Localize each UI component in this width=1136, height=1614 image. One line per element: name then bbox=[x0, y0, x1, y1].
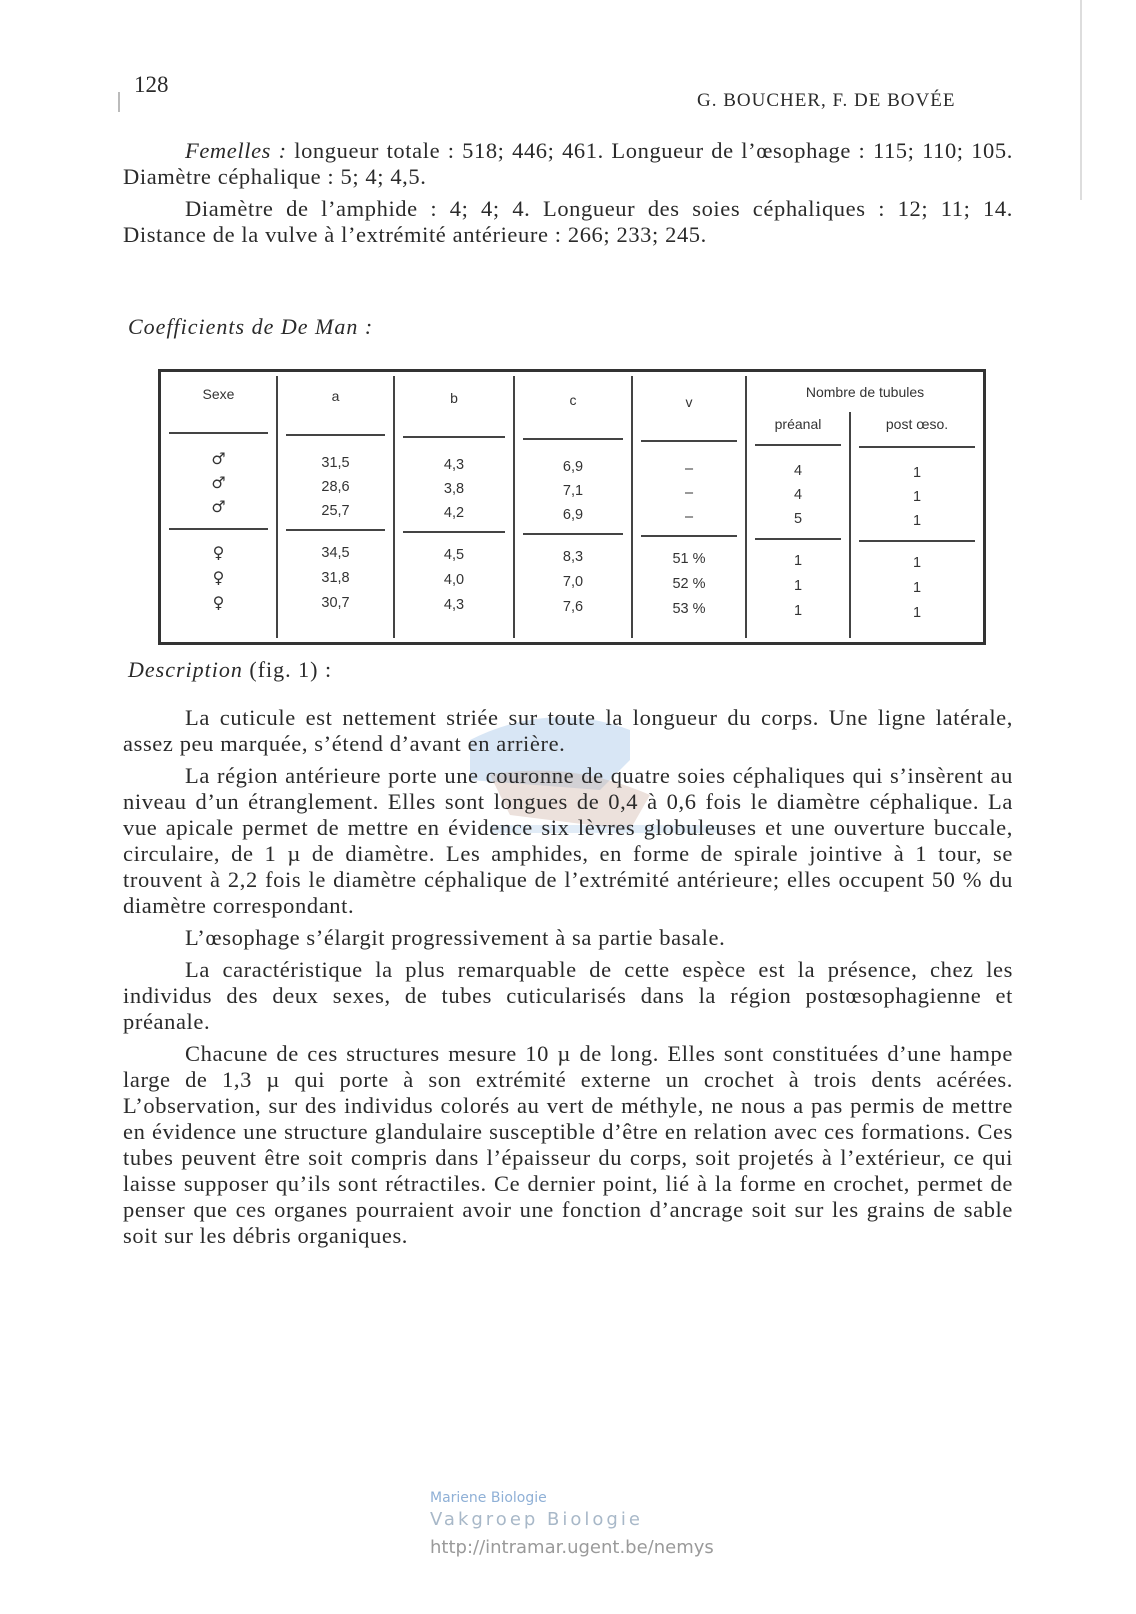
paragraph: Chacune de ces structures mesure 10 µ de long. Elles sont constituées d’une hampe large de 1,3 µ qui porte à son extrémité externe un crochet à trois dents acérées. L’observation, sur des individus colorés au vert de méthyle, ne nous a pas permis de mettre en évidence une structure glandulaire susceptible d’être en relation avec ces formations. Ces tubes peuvent être soit compris dans l’épaisseur du corps, soit projetés à l’extérieur, ce qui laisse supposer qu’ils sont rétractiles. Ce dernier point, lié à la forme en crochet, permet de penser que ces organes pourraient avoir une fonction d’ancrage soit sur les grains de sable soit sur les débris organiques. bbox=[123, 1041, 1013, 1248]
group-rule bbox=[286, 529, 385, 531]
females-label: Femelles : bbox=[185, 138, 287, 163]
cell-v: – bbox=[684, 509, 694, 525]
paragraph: La caractéristique la plus remarquable de cette espèce est la présence, chez les individus des deux sexes, de tubes cuticularisés dans la région postœsophagienne et préanale. bbox=[123, 957, 1013, 1034]
col-b bbox=[395, 372, 513, 642]
cell-postoeso: 1 bbox=[912, 465, 922, 481]
cell-preanal: 1 bbox=[793, 603, 803, 619]
cell-sexe: ♂ bbox=[211, 497, 226, 516]
group-rule bbox=[523, 533, 623, 535]
header-rule bbox=[523, 438, 623, 440]
page-number: 128 bbox=[134, 72, 169, 97]
header-rule bbox=[403, 436, 505, 438]
col-v bbox=[633, 372, 745, 642]
group-rule bbox=[641, 535, 737, 537]
females-block bbox=[123, 138, 1013, 248]
description-label: Description bbox=[128, 657, 243, 682]
cell-v: – bbox=[684, 485, 694, 501]
col-c bbox=[515, 372, 631, 642]
cell-c: 7,0 bbox=[562, 574, 584, 590]
cell-preanal: 1 bbox=[793, 578, 803, 594]
header-v: v bbox=[685, 394, 693, 410]
group-rule bbox=[859, 540, 975, 542]
description-suffix: (fig. 1) : bbox=[242, 657, 333, 682]
cell-preanal: 4 bbox=[793, 487, 803, 503]
cell-b: 4,5 bbox=[443, 547, 465, 563]
header-rule bbox=[859, 446, 975, 448]
group-rule bbox=[169, 528, 268, 530]
paragraph: La cuticule est nettement striée sur toute la longueur du corps. Une ligne latérale, assez peu marquée, s’étend d’avant en arrière. bbox=[123, 705, 1013, 756]
cell-sexe: ♀ bbox=[212, 593, 225, 612]
header-postoeso: post œso. bbox=[885, 416, 949, 432]
description-body bbox=[123, 705, 1013, 1249]
cell-preanal: 1 bbox=[793, 553, 803, 569]
cell-preanal: 4 bbox=[793, 463, 803, 479]
cell-v: – bbox=[684, 461, 694, 477]
cell-postoeso: 1 bbox=[912, 580, 922, 596]
cell-postoeso: 1 bbox=[912, 489, 922, 505]
cell-preanal: 5 bbox=[793, 511, 803, 527]
cell-v: 52 % bbox=[672, 576, 706, 592]
group-rule bbox=[403, 531, 505, 533]
header-rule bbox=[169, 432, 268, 434]
amphide-paragraph: Diamètre de l’amphide : 4; 4; 4. Longueur des soies céphaliques : 12; 11; 14. Distance de la vulve à l’extrémité antérieure : 266; 233; 245. bbox=[123, 196, 1013, 247]
cell-b: 4,2 bbox=[443, 505, 465, 521]
scan-edge-left bbox=[118, 92, 120, 112]
watermark-line3: http://intramar.ugent.be/nemys bbox=[430, 1537, 714, 1558]
header-rule bbox=[286, 434, 385, 436]
cell-a: 31,8 bbox=[321, 570, 350, 586]
cell-c: 7,6 bbox=[562, 599, 584, 615]
description-heading bbox=[128, 657, 332, 683]
header-rule bbox=[755, 444, 841, 446]
cell-sexe: ♂ bbox=[211, 473, 226, 492]
cell-a: 25,7 bbox=[321, 503, 350, 519]
cell-v: 51 % bbox=[672, 551, 706, 567]
females-text: longueur totale : 518; 446; 461. Longueur de l’œsophage : 115; 110; 105. Diamètre céphalique : 5; 4; 4,5. bbox=[123, 138, 1013, 189]
cell-postoeso: 1 bbox=[912, 555, 922, 571]
col-preanal bbox=[747, 372, 849, 642]
cell-a: 31,5 bbox=[321, 455, 350, 471]
cell-sexe: ♀ bbox=[212, 543, 225, 562]
cell-a: 30,7 bbox=[321, 595, 350, 611]
coefficients-table bbox=[158, 369, 986, 645]
cell-b: 4,3 bbox=[443, 597, 465, 613]
col-sexe bbox=[161, 372, 276, 642]
header-a: a bbox=[331, 388, 340, 404]
cell-sexe: ♀ bbox=[212, 568, 225, 587]
header-preanal: préanal bbox=[774, 416, 822, 432]
cell-c: 6,9 bbox=[562, 459, 584, 475]
cell-b: 4,3 bbox=[443, 457, 465, 473]
paragraph: La région antérieure porte une couronne de quatre soies céphaliques qui s’insèrent au niveau d’un étranglement. Elles sont longues de 0,4 à 0,6 fois le diamètre céphalique. La vue apicale permet de mettre en évidence six lèvres globuleuses et une ouverture buccale, circulaire, de 1 µ de diamètre. Les amphides, en forme de spirale jointive à 1 tour, se trouvent à 2,2 fois le diamètre céphalique de l’extrémité antérieure; elles occupent 50 % du diamètre correspondant. bbox=[123, 763, 1013, 918]
header-b: b bbox=[450, 390, 458, 406]
paragraph: L’œsophage s’élargit progressivement à sa partie basale. bbox=[185, 925, 726, 950]
header-sexe: Sexe bbox=[202, 386, 235, 402]
cell-b: 4,0 bbox=[443, 572, 465, 588]
females-paragraph bbox=[123, 138, 1013, 190]
col-postoeso bbox=[851, 372, 983, 642]
cell-b: 3,8 bbox=[443, 481, 465, 497]
cell-a: 28,6 bbox=[321, 479, 350, 495]
scan-edge-right bbox=[1080, 0, 1082, 200]
watermark-line2: Vakgroep Biologie bbox=[430, 1509, 643, 1530]
cell-c: 8,3 bbox=[562, 549, 584, 565]
cell-c: 7,1 bbox=[562, 483, 584, 499]
cell-c: 6,9 bbox=[562, 507, 584, 523]
cell-postoeso: 1 bbox=[912, 605, 922, 621]
header-c: c bbox=[569, 392, 577, 408]
coefficients-heading: Coefficients de De Man : bbox=[128, 314, 374, 339]
cell-sexe: ♂ bbox=[211, 449, 226, 468]
watermark-line1: Mariene Biologie bbox=[430, 1490, 547, 1506]
group-rule bbox=[755, 538, 841, 540]
running-head: G. BOUCHER, F. DE BOVÉE bbox=[697, 90, 956, 111]
header-rule bbox=[641, 440, 737, 442]
cell-v: 53 % bbox=[672, 601, 706, 617]
cell-a: 34,5 bbox=[321, 545, 350, 561]
col-a bbox=[278, 372, 393, 642]
cell-postoeso: 1 bbox=[912, 513, 922, 529]
header-tubules-group: Nombre de tubules bbox=[805, 384, 925, 400]
